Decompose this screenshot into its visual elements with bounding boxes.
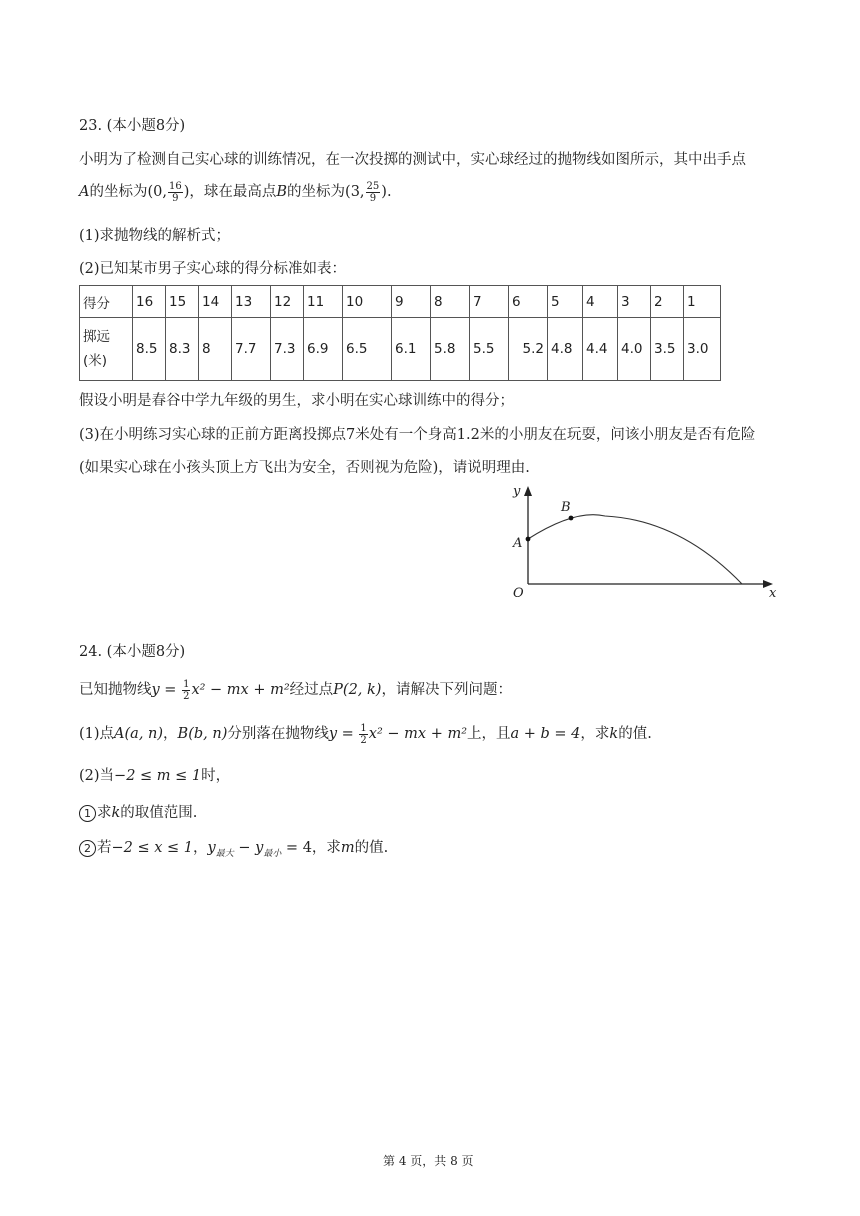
fraction-one-half xyxy=(359,723,367,746)
equation-y: y = xyxy=(328,726,359,742)
score-cell: 16 xyxy=(133,286,166,318)
q24-text: 经过点 xyxy=(289,682,334,698)
point-b-label: B xyxy=(561,500,571,515)
score-cell: 7 xyxy=(470,286,509,318)
condition-m-range: −2 ≤ m ≤ 1 xyxy=(114,768,202,784)
score-cell: 13 xyxy=(232,286,271,318)
condition-sum: a + b = 4 xyxy=(510,726,581,742)
point-b: B(b, n) xyxy=(177,726,228,742)
equation-y: y = xyxy=(151,682,182,698)
distance-cell: 3.5 xyxy=(651,318,684,381)
score-cell: 10 xyxy=(343,286,392,318)
distance-cell: 6.5 xyxy=(343,318,392,381)
distance-cell: 4.0 xyxy=(618,318,651,381)
score-cell: 9 xyxy=(392,286,431,318)
score-table xyxy=(79,285,721,381)
q23-intro-line2 xyxy=(79,180,392,204)
frac-denominator: 9 xyxy=(369,192,377,204)
parabola-curve xyxy=(528,515,742,584)
coord-b-open: (3, xyxy=(345,184,365,200)
frac-denominator: 2 xyxy=(360,734,367,746)
equals-four: = 4 xyxy=(281,840,312,856)
distance-cell: 8 xyxy=(199,318,232,381)
y-axis-label: y xyxy=(513,484,521,499)
equation-rest: x² − mx + m² xyxy=(368,726,468,742)
x-axis-label: x xyxy=(769,586,777,601)
score-cell: 15 xyxy=(166,286,199,318)
distance-cell: 5.8 xyxy=(431,318,470,381)
distance-cell: 4.8 xyxy=(548,318,583,381)
parabola-figure xyxy=(505,478,790,603)
distance-cell: 4.4 xyxy=(583,318,618,381)
score-cell: 2 xyxy=(651,286,684,318)
minus-sign: − xyxy=(233,840,256,856)
subscript-max: 最大 xyxy=(215,848,234,859)
q24-text: 求 xyxy=(97,805,112,821)
q23-header: 23. (本小题8分) xyxy=(79,118,186,134)
q24-text: 上，且 xyxy=(467,726,511,742)
equation-rest: x² − mx + m² xyxy=(191,682,290,698)
point-a-label: A xyxy=(79,184,90,200)
q23-after-table: 假设小明是春谷中学九年级的男生，求小明在实心球训练中的得分； xyxy=(79,393,514,409)
frac-numerator: 1 xyxy=(360,722,367,734)
distance-cell: 6.1 xyxy=(392,318,431,381)
score-row xyxy=(80,286,721,318)
variable-k: k xyxy=(111,805,121,821)
q24-text: ，请解决下列问题： xyxy=(381,682,512,698)
q24-text: 若 xyxy=(97,840,112,856)
q23-part2: (2)已知某市男子实心球的得分标准如表： xyxy=(79,261,347,277)
q24-text: 的取值范围. xyxy=(120,805,198,821)
fraction-16-9 xyxy=(168,181,183,204)
variable-m: m xyxy=(340,840,355,856)
y-axis-arrow-icon xyxy=(524,486,532,496)
point-b-dot xyxy=(569,516,574,521)
q24-line1 xyxy=(79,678,512,702)
distance-cell: 8.5 xyxy=(133,318,166,381)
origin-label: O xyxy=(513,586,524,601)
q24-text: (2)当 xyxy=(79,768,115,784)
fraction-one-half xyxy=(182,679,190,702)
score-cell: 11 xyxy=(304,286,343,318)
distance-cell: 5.5 xyxy=(470,318,509,381)
fraction-25-9 xyxy=(366,181,381,204)
q24-text: 的值. xyxy=(354,840,389,856)
q24-text: (1)点 xyxy=(79,726,115,742)
page-footer: 第 4 页，共 8 页 xyxy=(383,1154,474,1168)
q24-text: 分别落在抛物线 xyxy=(227,726,329,742)
q24-text: ， xyxy=(163,726,178,742)
distance-cell: 5.2 xyxy=(509,318,548,381)
coord-a-open: (0, xyxy=(147,184,167,200)
distance-cell: 6.9 xyxy=(304,318,343,381)
condition-x-range: −2 ≤ x ≤ 1 xyxy=(111,840,194,856)
distance-row-header: 掷远(米) xyxy=(80,318,133,381)
point-a: A(a, n) xyxy=(114,726,164,742)
point-b-label: B xyxy=(276,184,288,200)
q24-text: ，求 xyxy=(580,726,610,742)
score-cell: 12 xyxy=(271,286,304,318)
frac-numerator: 1 xyxy=(183,678,190,690)
point-a-label: A xyxy=(513,536,523,551)
distance-cell: 7.3 xyxy=(271,318,304,381)
subscript-min: 最小 xyxy=(263,848,282,859)
q23-text: 的坐标为 xyxy=(89,184,148,200)
point-a-dot xyxy=(526,537,531,542)
circled-number-one: 1 xyxy=(79,805,96,822)
q24-text: 的值. xyxy=(618,726,652,742)
score-cell: 4 xyxy=(583,286,618,318)
variable-k: k xyxy=(609,726,619,742)
circled-number-two: 2 xyxy=(79,840,96,857)
score-cell: 6 xyxy=(509,286,548,318)
variable-y-min: y xyxy=(255,840,264,856)
q23-part3-line1: (3)在小明练习实心球的正前方距离投掷点7米处有一个身高1.2米的小朋友在玩耍，问该小朋友是否有危险 xyxy=(79,427,756,443)
frac-numerator: 16 xyxy=(168,180,182,192)
score-cell: 1 xyxy=(684,286,721,318)
point-p: P(2, k) xyxy=(333,682,382,698)
score-cell: 8 xyxy=(431,286,470,318)
frac-denominator: 9 xyxy=(172,192,179,204)
frac-numerator: 25 xyxy=(366,180,380,192)
distance-row xyxy=(80,318,721,381)
distance-cell: 3.0 xyxy=(684,318,721,381)
q24-text: 已知抛物线 xyxy=(79,682,152,698)
frac-denominator: 2 xyxy=(183,690,190,702)
q24-line4 xyxy=(79,801,197,822)
variable-y-max: y xyxy=(207,840,216,856)
q24-line2 xyxy=(79,722,652,746)
q24-text: ， xyxy=(193,840,208,856)
coord-b-close: ). xyxy=(381,184,392,200)
q23-part3-line2: (如果实心球在小孩头顶上方飞出为安全，否则视为危险)，请说明理由. xyxy=(79,460,530,476)
q24-text: ，求 xyxy=(311,840,341,856)
score-row-header: 得分 xyxy=(80,286,133,318)
q23-text: 的坐标为 xyxy=(287,184,346,200)
q23-text: ，球在最高点 xyxy=(189,184,277,200)
distance-cell: 7.7 xyxy=(232,318,271,381)
distance-cell: 8.3 xyxy=(166,318,199,381)
score-cell: 5 xyxy=(548,286,583,318)
q24-text: 时， xyxy=(201,768,231,784)
score-cell: 3 xyxy=(618,286,651,318)
q24-line5 xyxy=(79,836,388,859)
score-cell: 14 xyxy=(199,286,232,318)
q23-intro-line1: 小明为了检测自己实心球的训练情况，在一次投掷的测试中，实心球经过的抛物线如图所示，其中出手点 xyxy=(79,152,746,168)
q24-header: 24. (本小题8分) xyxy=(79,644,186,660)
q24-line3 xyxy=(79,764,230,785)
q23-part1: (1)求抛物线的解析式； xyxy=(79,228,231,244)
coord-a-close: ) xyxy=(183,184,190,200)
